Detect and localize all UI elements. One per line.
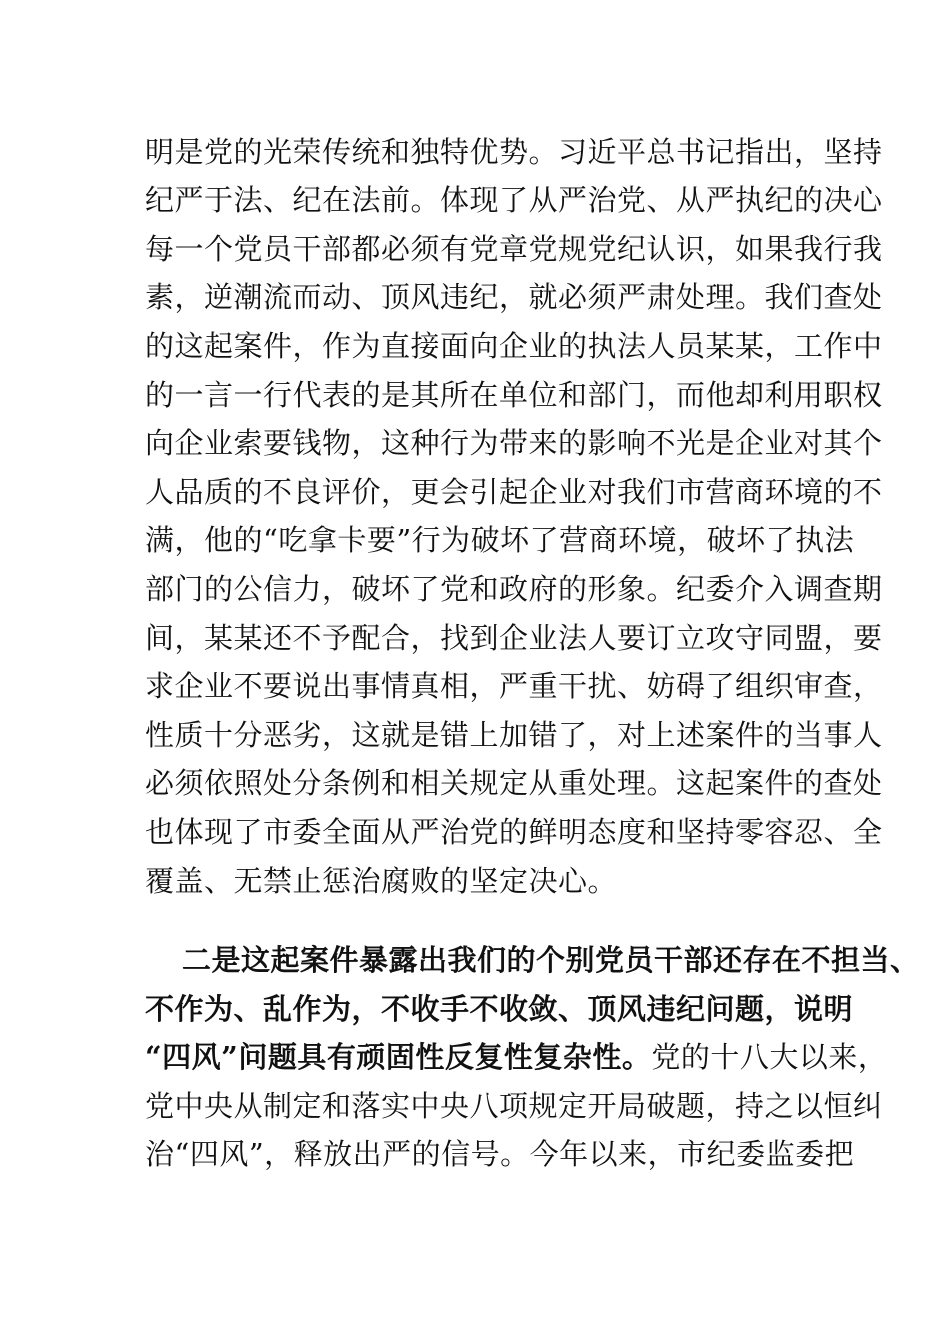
text-line: 纪严于法、纪在法前。体现了从严治党、从严执纪的决心 [145,183,883,217]
text-line: 明是党的光荣传统和独特优势。习近平总书记指出，坚持 [145,135,883,169]
text-line: 性质十分恶劣，这就是错上加错了，对上述案件的当事人 [145,718,883,752]
text-line: 部门的公信力，破坏了党和政府的形象。纪委介入调查期 [145,572,883,606]
text-line: 治“四风”，释放出严的信号。今年以来，市纪委监委把 [145,1137,855,1171]
text-line: 必须依照处分条例和相关规定从重处理。这起案件的查处 [145,766,883,800]
bold-phrase: “四风”问题具有顽固性反复性复杂性。 [145,1040,652,1074]
text-line: 向企业索要钱物，这种行为带来的影响不光是企业对其个 [145,426,883,460]
mixed-text-line [145,1033,888,1081]
text-line: 的这起案件，作为直接面向企业的执法人员某某，工作中 [145,329,883,363]
text-line: 覆盖、无禁止惩治腐败的坚定决心。 [145,864,618,898]
text-line: 每一个党员干部都必须有党章党规党纪认识，如果我行我 [145,232,883,266]
bold-heading-line: 不作为、乱作为，不收手不收敛、顶风违纪问题，说明 [145,992,854,1026]
text-line: 满，他的“吃拿卡要”行为破坏了营商环境，破坏了执法 [145,523,855,557]
text-line: 的一言一行代表的是其所在单位和部门，而他却利用职权 [145,378,883,412]
text-line: 间，某某还不予配合，找到企业法人要订立攻守同盟，要 [145,621,883,655]
bold-heading-line: 二是这起案件暴露出我们的个别党员干部还存在不担当、 [182,943,920,977]
text-line: 人品质的不良评价，更会引起企业对我们市营商环境的不 [145,475,883,509]
text-line: 求企业不要说出事情真相，严重干扰、妨碍了组织审查， [145,669,883,703]
text-line: 素，逆潮流而动、顶风违纪，就必须严肃处理。我们查处 [145,280,883,314]
normal-phrase: 党的十八大以来， [651,1040,888,1074]
text-line: 也体现了市委全面从严治党的鲜明态度和坚持零容忍、全 [145,815,883,849]
text-line: 党中央从制定和落实中央八项规定开局破题，持之以恒纠 [145,1089,883,1123]
